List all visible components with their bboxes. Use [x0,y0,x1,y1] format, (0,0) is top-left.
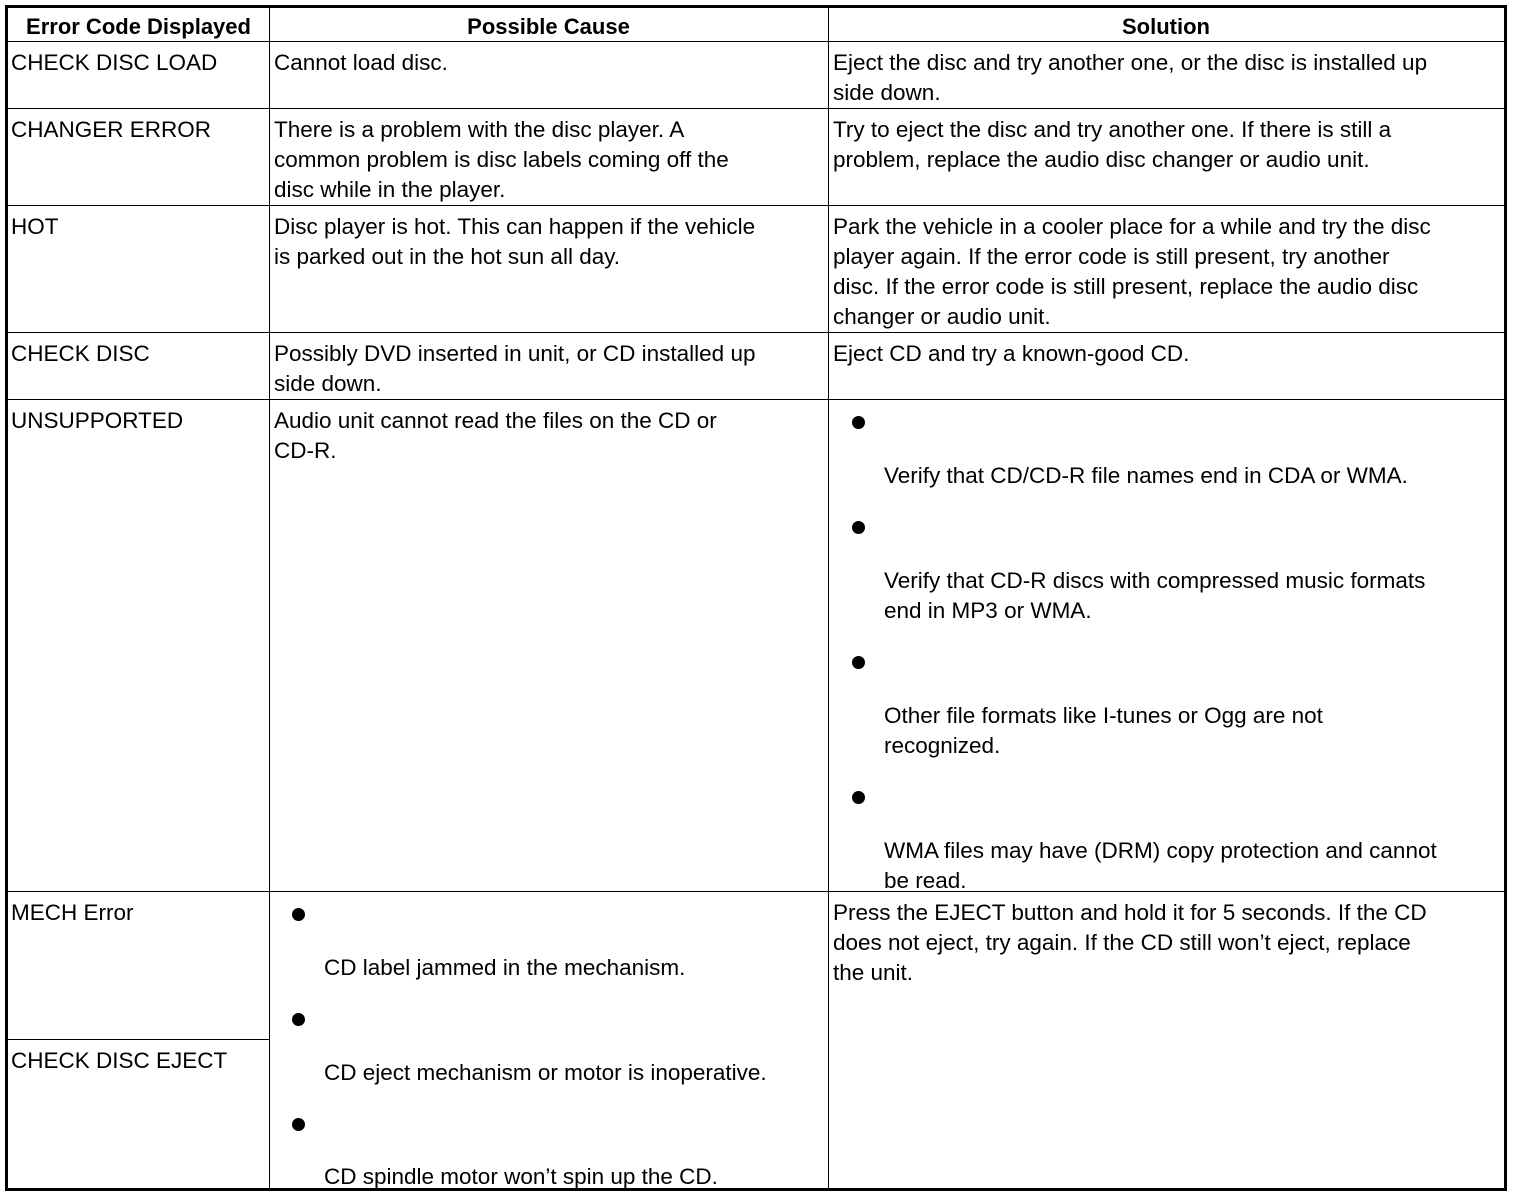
header-solution: Solution [1122,14,1210,39]
error-code-cell: CHECK DISC EJECT [11,1048,228,1073]
cause-bullet-text: CD label jammed in the mechanism. [324,955,686,980]
cause-cell: Cannot load disc. [274,50,448,75]
solution-bullet-text: WMA files may have (DRM) copy protection and cannot be read. [884,838,1437,893]
header-error-code: Error Code Displayed [26,14,251,39]
solution-cell: Press the EJECT button and hold it for 5 seconds. If the CD does not eject, try again. If the CD still won’t eject, replace the unit. [833,900,1427,985]
solution-cell: Eject CD and try a known-good CD. [833,341,1190,366]
solution-bullet-text: Other file formats like I-tunes or Ogg are not recognized. [884,703,1323,758]
error-code-cell: HOT [11,214,59,239]
bullet-icon [852,521,865,534]
solution-bullet-text: Verify that CD-R discs with compressed music formats end in MP3 or WMA. [884,568,1426,623]
bullet-icon [852,416,865,429]
header-possible-cause: Possible Cause [467,14,630,39]
bullet-icon [852,791,865,804]
cause-cell: Disc player is hot. This can happen if the vehicle is parked out in the hot sun all day. [274,214,756,269]
error-code-table [5,5,1507,1191]
column-divider [828,8,829,1188]
column-divider [269,8,270,1188]
solution-cell: Park the vehicle in a cooler place for a while and try the disc player again. If the error code is still present, try another disc. If the error code is still present, replace the audio disc changer or audio unit. [833,214,1431,329]
error-code-cell: CHECK DISC LOAD [11,50,218,75]
bullet-icon [292,908,305,921]
cause-cell: Possibly DVD inserted in unit, or CD installed up side down. [274,341,756,396]
row-divider [8,399,1504,400]
solution-cell: Try to eject the disc and try another one. If there is still a problem, replace the audio disc changer or audio unit. [833,117,1392,172]
row-divider [8,1039,269,1040]
solution-cell: Eject the disc and try another one, or the disc is installed up side down. [833,50,1428,105]
row-divider [8,108,1504,109]
row-divider [8,332,1504,333]
solution-bullet-text: Verify that CD/CD-R file names end in CDA or WMA. [884,463,1408,488]
cause-bullet-text: CD eject mechanism or motor is inoperative. [324,1060,767,1085]
cause-cell: There is a problem with the disc player. A common problem is disc labels coming off the disc while in the player. [274,117,729,202]
bullet-icon [292,1013,305,1026]
error-code-cell: MECH Error [11,900,134,925]
cause-cell: Audio unit cannot read the files on the CD or CD-R. [274,408,717,463]
row-divider [8,205,1504,206]
error-code-cell: CHANGER ERROR [11,117,212,142]
bullet-icon [852,656,865,669]
error-code-cell: CHECK DISC [11,341,150,366]
cause-bullet-text: CD spindle motor won’t spin up the CD. [324,1164,718,1189]
error-code-cell: UNSUPPORTED [11,408,184,433]
bullet-icon [292,1118,305,1131]
